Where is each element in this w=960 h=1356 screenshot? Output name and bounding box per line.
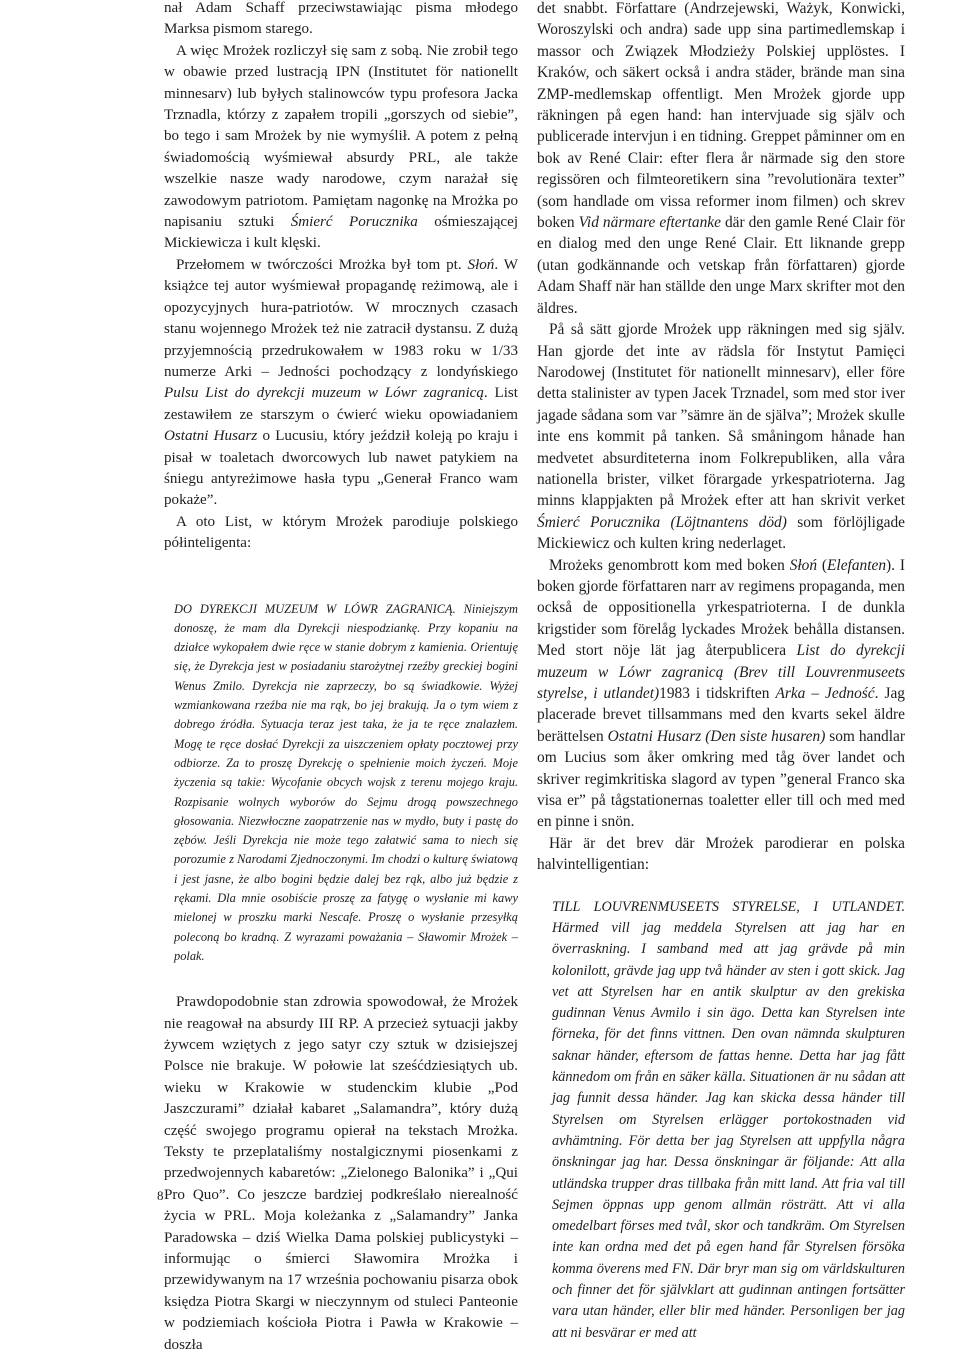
page-number: 8 (157, 1188, 164, 1203)
letter-quote: TILL LOUVRENMUSEETS STYRELSE, I UTLANDET. Härmed vill jag meddela Styrelsen att jag har en överraskning. I samband med att jag grävde på min kolonilott, grävde jag upp två händer av sten i gott skick. Jag vet att Styrelsen har en antik skulptur av den grekiska gudinnan Venus Avmilo i sin ägo. Detta kan Styrelsen inte förneka, för det finns vittnen. Den ovan nämnda skulpturen saknar händer, eftersom de fattas henne. Detta har jag fått kännedom om från en säker källa. Situationen är nu sådan att jag funnit dessa händer. Jag kan skicka dessa händer till Styrelsen om Styrelsen erlägger portokostnaden vid avhämtning. För detta ber jag Styrelsen att uppfylla några önskningar jag har. Dessa önskningar är följande: Att alla utländska trupper dras tillbaka från mitt land. Att fria val till Sejmen öppnas upp genom allmän rösträtt. Att vi alla omedelbart förses med tvål, skor och tandkräm. Om Styrelsen inte kan ordna med det på egen hand får Styrelsen försöka komma överens med FN. Där bryr man sig om världskulturen och finner det för självklart att gudinnan antingen fortsätter vara utan händer, eller blir med händer. Personligen ber jag att ni besvärar er med att (552, 898, 905, 1341)
paragraph: nał Adam Schaff przeciwstawiając pisma młodego Marksa pismom starego. (164, 0, 518, 38)
paragraph: Prawdopodobnie stan zdrowia spowodował, że Mrożek nie reagował na absurdy III RP. A przecież sytuacji jakby żywcem wziętych z jego satyr czy sztuk w dzisiejszej Polsce nie brakuje. W połowie lat sześćdziesiątych ub. wieku w Krakowie w studenckim klubie „Pod Jaszczurami” działał kabaret „Salamandra”, który dużą część swojego programu opierał na tekstach Mrożka. Teksty te przeplataliśmy nostalgicznymi piosenkami z przedwojennych kabaretów: „Zielonego Balonika” i „Qui Pro Quo”. Co jeszcze bardziej podkreślało nierealność życia w PRL. Moja koleżanka z „Salamandry” Janka Paradowska – dziś Wielka Dama polskiej publicystyki – informując o śmierci Sławomira Mrożka i przewidywanym na 17 września pochowaniu pisarza obok księdza Piotra Skargi w nieczynnym od stuleci Panteonie w podziemiach kościoła Piotra i Pawła w Krakowie – doszła (164, 994, 518, 1353)
swedish-text-column (537, 0, 905, 1344)
letter-heading: TILL LOUVRENMUSEETS STYRELSE, I UTLANDET. (552, 898, 905, 915)
paragraph: Przełomem w twórczości Mrożka był tom pt. Słoń. W książce tej autor wyśmiewał propagandę reżimową, ale i opozycyjnych hura-patriotów. W mrocznych czasach stanu wojennego Mrożek też nie zatracił dystansu. Z dużą przyjemnością przedrukowałem w 1983 roku w 1/33 numerze Arki – Jedności pochodzący z londyńskiego Pulsu List do dyrekcji muzeum w Lówr zagranicą. List zestawiłem ze starszym o ćwierć wieku opowiadaniem Ostatni Husarz o Lucusiu, który jeździł koleją po kraju i pisał w toaletach dworcowych lub nawet patykiem na śniegu antyreżimowe hasła typu „Generał Franco wam pokaże”. (164, 256, 519, 509)
letter-quote: DO DYREKCJI MUZEUM W LÓWR ZAGRANICĄ. Niniejszym donoszę, że mam dla Dyrekcji niespodziankę. Przy kopaniu na działce wykopałem dwie ręce w stanie dobrym z kamienia. Orientuję się, że Dyrekcja jest w posiadaniu starożytnej rzeźby greckiej bogini Wenus Zmilo. Dyrekcja nie zaprzeczy, bo są świadkowie. Wyżej wzmiankowana rzeźba nie ma rąk, bo jej brakują. Ja o tym wiem z dobrego źródła. Sytuacja teraz jest taka, że ja te ręce znalazłem. Mogę te ręce dosłać Dyrekcji za uiszczeniem opłaty pocztowej przy odbiorze. Za to proszę Dyrekcję o spełnienie moich życzeń. Moje życzenia są takie: Wycofanie obcych wojsk z terenu mojego kraju. Rozpisanie wolnych wyborów do Sejmu drogą powszechnego głosowania. Niezwłoczne zaopatrzenie nas w mydło, buty i pastę do zębów. Jeśli Dyrekcja nie może tego załatwić sama to niech się porozumie z Narodami Zjednoczonymi. Im chodzi o kulturę światową i jest jasne, że albo bogini będzie dalej bez rąk, albo już będzie z rękami. Dla mnie osobiście proszę za fatygę o wysłanie mi kawy mielonej w proszku marki Nescafe. Proszę o wysłanie przesyłką poleconą bo kradną. Z wyrazami poważania – Sławomir Mrożek – polak. (174, 601, 518, 963)
paragraph: det snabbt. Författare (Andrzejewski, Ważyk, Konwicki, Woroszylski och andra) sade upp sina partimedlemskap i massor och Związek Młodzieży Polskiej upplöstes. I Kraków, och säkert också i andra städer, brände man sina ZMP-medlemskap offentligt. Men Mrożek gjorde upp räkningen på egen hand: han intervjuade sig själv och publicerade intervjun i en tidning. Greppet påminner om en bok av René Clair: efter flera år närmade sig den store regissören och filmteoretikern sina ”revolutionära texter” (som handlade om vissa reformer inom filmen) och skrev boken Vid närmare eftertanke där den gamle René Clair för en dialog med den unge René Clair. Ett liknande grepp (utan godkännande och vetskap från författaren) gjorde Adam Shaff när han ställde den unge Marx skrifter mot den äldres. (537, 0, 905, 317)
paragraph: A więc Mrożek rozliczył się sam z sobą. Nie zrobił tego w obawie przed lustracją IPN (Institutet för nationellt minnesarv) lub byłych stalinowców typu profesora Jacka Trznadla, którzy z zapałem tropili „gorszych od siebie”, bo tego i sam Mrożek by nie wymyślił. A potem z pełną świadomością wyśmiewał absurdy PRL, ale także wszelkie nasze wady narodowe, czym narażał się zawodowym patriotom. Pamiętam nagonkę na Mrożka po napisaniu sztuki Śmierć Porucznika ośmieszającej Mickiewicza i kult klęski. (164, 42, 519, 252)
paragraph: A oto List, w którym Mrożek parodiuje polskiego półinteligenta: (164, 513, 518, 552)
paragraph: Mrożeks genombrott kom med boken Słoń (Elefanten). I boken gjorde författaren narr av regimens propaganda, men också de oppositionella yrkespatrioterna. I de dunkla krigstider som förelåg lyckades Mrożek behålla distansen. Med stort nöje lät jag återpublicera List do dyrekcji muzeum w Lówr zagranicą (Brev till Louvrenmuseets styrelse, i utlandet)1983 i tidskriften Arka – Jedność. Jag placerade brevet tillsammans med den kvarts sekel äldre berättelsen Ostatni Husarz (Den siste husaren) som handlar om Lucius som åker omkring med tåg över landet och skriver regimkritiska slagord av typen ”general Franco ska visa er” på tågstationernas toaletter eller till och med med en pinne i snön. (537, 556, 905, 831)
paragraph: På så sätt gjorde Mrożek upp räkningen med sig själv. Han gjorde det inte av rädsla för Instytut Pamięci Narodowej (Institutet för nationellt minnesarv), eller före detta stalinister av typen Jacek Trznadel, som med stor iver jagade sådana som var ”sämre än de själva”; Mrożek skulle inte ens kommit på tanken. Så småningom hånade han medvetet absurditeterna inom Folkrepubliken, alla våra nationella brister, vilket förargade yrkespatrioterna. Jag minns klappjakten på Mrożek efter att han skrivit verket Śmierć Porucznika (Löjtnantens död) som förlöjligade Mickiewicz och kulten kring nederlaget. (537, 321, 905, 553)
letter-heading: DO DYREKCJI MUZEUM W LÓWR ZAGRANICĄ. (174, 601, 456, 616)
paragraph: Här är det brev där Mrożek parodierar en polska halvintelligentian: (537, 834, 905, 874)
polish-text-column (164, 0, 518, 1356)
